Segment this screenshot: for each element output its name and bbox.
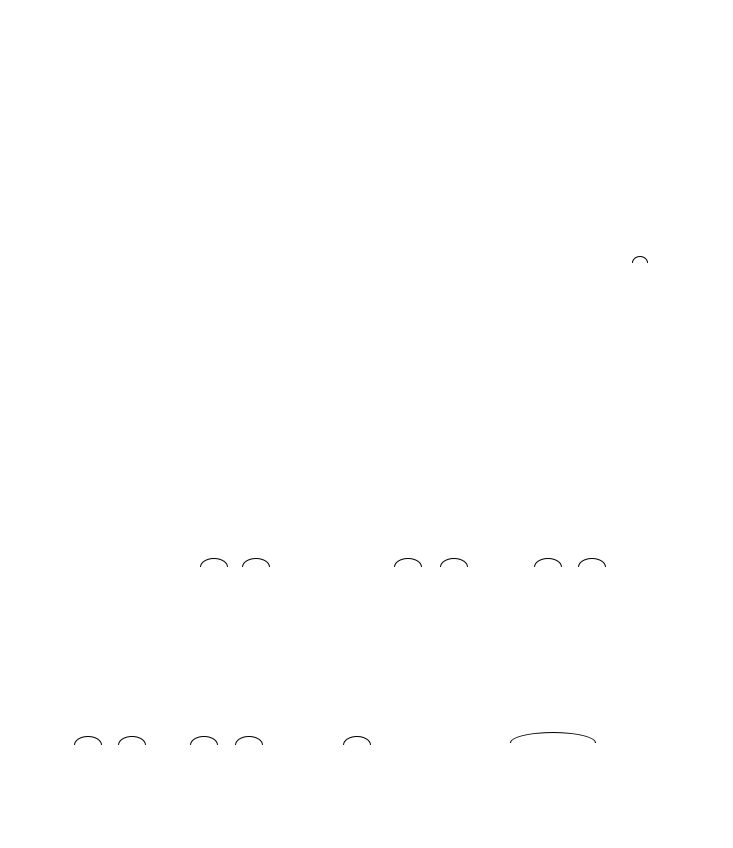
slur-mark bbox=[578, 558, 606, 567]
slur-mark bbox=[200, 558, 228, 567]
fermata-mark bbox=[632, 256, 648, 263]
slur-mark bbox=[118, 736, 146, 745]
slur-mark bbox=[74, 736, 102, 745]
slur-mark bbox=[242, 558, 270, 567]
slur-mark bbox=[440, 558, 468, 567]
slur-mark bbox=[343, 736, 371, 745]
slur-mark bbox=[235, 736, 263, 745]
slur-mark bbox=[190, 736, 218, 745]
slur-mark bbox=[534, 558, 562, 567]
slur-mark bbox=[510, 732, 596, 743]
slur-mark bbox=[394, 558, 422, 567]
